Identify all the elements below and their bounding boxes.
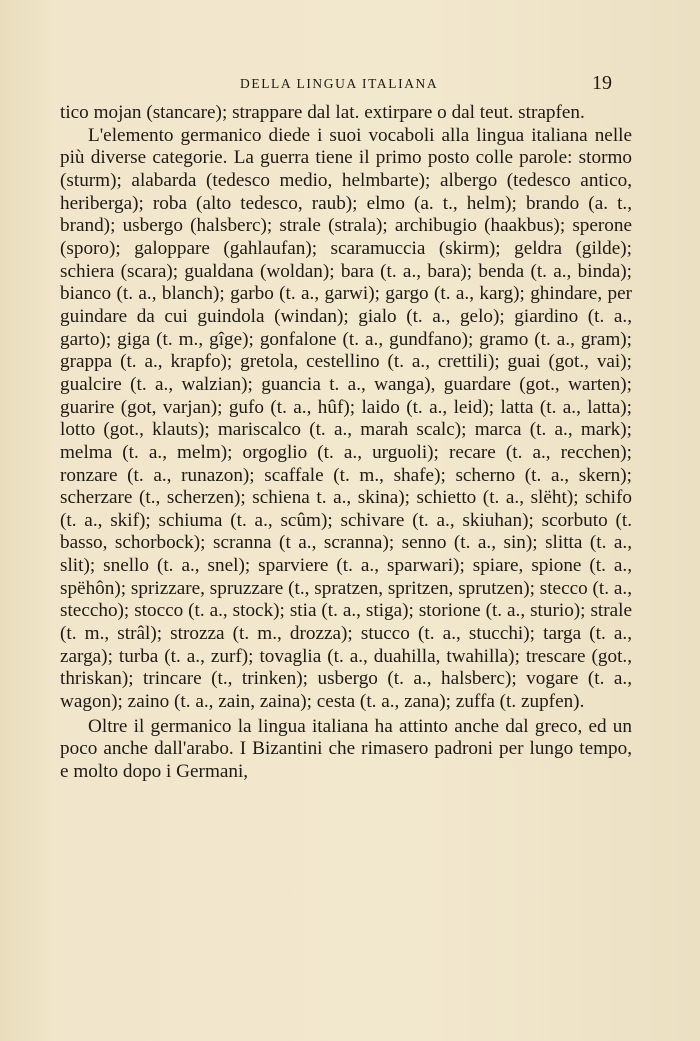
paragraph-continuation: tico mojan (stancare); strappare dal lat. extirpare o dal teut. strapfen.: [60, 102, 585, 123]
page-number: 19: [592, 72, 612, 94]
body-text: [60, 102, 632, 784]
running-title: DELLA LINGUA ITALIANA: [240, 76, 439, 91]
paragraph-germanic-vocabulary: L'elemento germanico diede i suoi vocaboli alla lingua italiana nelle più diverse categorie. La guerra tiene il primo posto colle parole: stormo (sturm); alabarda (tedesco medio, helmbarte); albergo (tedesco antico, heriberga); roba (alto tedesco, raub); elmo (a. t., helm); brando (a. t., brand); usbergo (halsberc); strale (strala); archibugio (haakbus); sperone (sporo); galoppare (gahlaufan); scaramuccia (skirm); geldra (gilde); schiera (scara); gualdana (woldan); bara (t. a., bara); benda (t. a., binda); bianco (t. a., blanch); garbo (t. a., garwi); gargo (t. a., karg); ghindare, per guindare da cui guindola (windan); gialo (t. a., gelo); giardino (t. a., garto); giga (t. m., gîge); gonfalone (t. a., gundfano); gramo (t. a., gram); grappa (t. a., krapfo); gretola, cestellino (t. a., crettili); guai (got., vai); gualcire (t. a., walzian); guancia t. a., wanga), guardare (got., warten); guarire (got, varjan); gufo (t. a., hûf); laido (t. a., leid); latta (t. a., latta); lotto (got., klauts); mariscalco (t. a., marah scalc); marca (t. a., mark); melma (t. a., melm); orgoglio (t. a., urguoli); recare (t. a., recchen); ronzare (t. a., runazon); scaffale (t. m., shafe); scherno (t. a., skern); scherzare (t., scherzen); schiena t. a., skina); schietto (t. a., slëht); schifo (t. a., skif); schiuma (t. a., scûm); schivare (t. a., skiuhan); scorbuto (t. basso, schorbock); scranna (t a., scranna); senno (t. a., sin); slitta (t. a., slit); snello (t. a., snel); sparviere (t. a., sparwari); spiare, spione (t. a., spëhôn); sprizzare, spruzzare (t., spratzen, spritzen, sprutzen); stecco (t. a., steccho); stocco (t. a., stock); stia (t. a., stiga); storione (t. a., sturio); strale (t. m., strâl); strozza (t. m., drozza); stucco (t. a., stucchi); targa (t. a., zarga); turba (t. a., zurf); tovaglia (t. a., duahilla, twahilla); trescare (got., thriskan); trincare (t., trinken); usbergo (t. a., halsberc); vogare (t. a., wagon); zaino (t. a., zain, zaina); cesta (t. a., zana); zuffa (t. zupfen).: [60, 124, 632, 713]
paragraph-greek-arabic: Oltre il germanico la lingua italiana ha attinto anche dal greco, ed un poco anche dall'arabo. I Bizantini che rimasero padroni per lungo tempo, e molto dopo i Germani,: [60, 715, 632, 783]
page-header: [0, 72, 700, 98]
